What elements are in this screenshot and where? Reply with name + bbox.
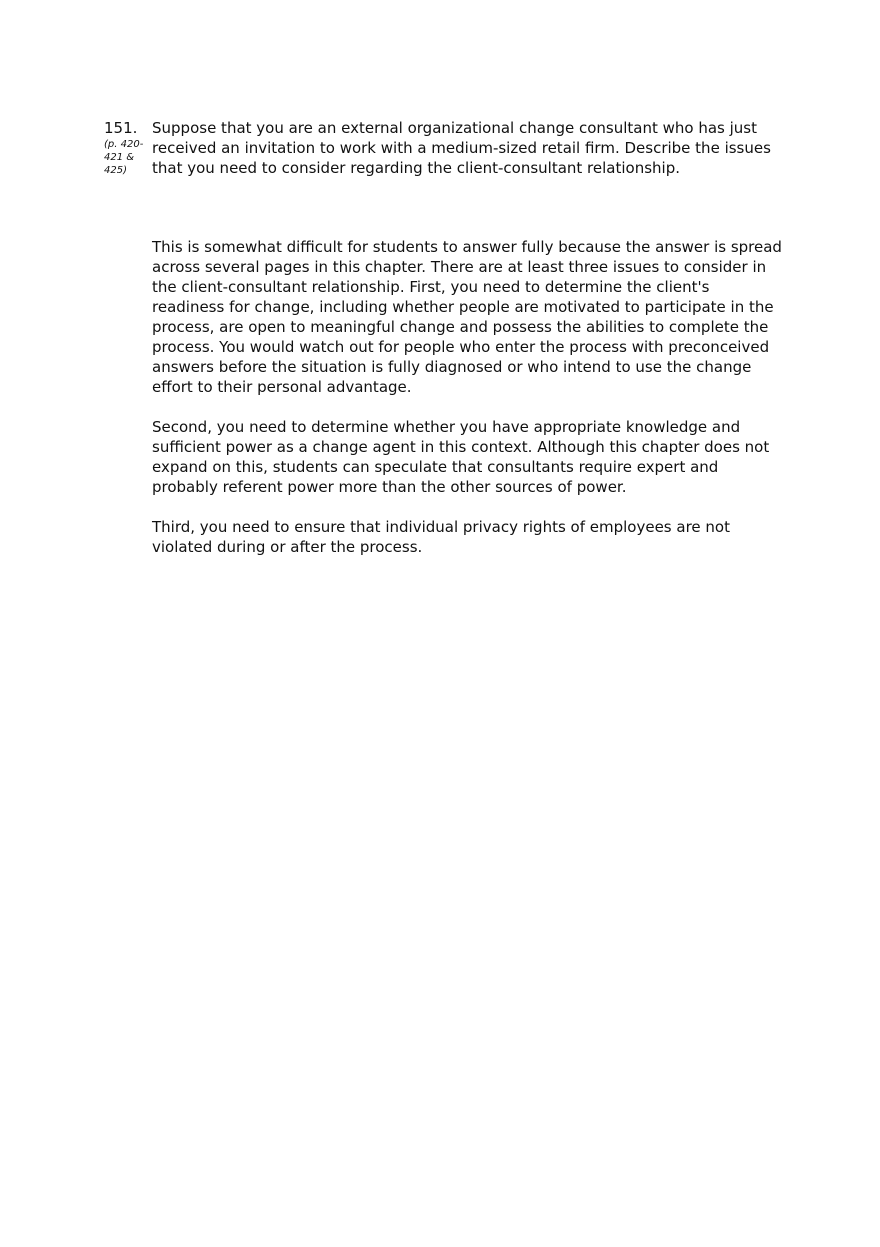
question-text: Suppose that you are an external organizational change consultant who has just received an invitation to work with a medium-sized retail firm. Describe the issues that you need to consider regarding the client-consultant relationship.	[152, 119, 771, 177]
answer-paragraph-2: Second, you need to determine whether you have appropriate knowledge and sufficient power as a change agent in this context. Although this chapter does not expand on this, students can speculate that consultants require expert and probably referent power more than the other sources of power.	[152, 418, 770, 496]
page-reference: (p. 420-421 & 425)	[104, 139, 144, 176]
answer-paragraph-3: Third, you need to ensure that individual privacy rights of employees are not violated during or after the process.	[152, 518, 730, 556]
question-margin	[104, 118, 150, 177]
answer-paragraph-1: This is somewhat difficult for students to answer fully because the answer is spread across several pages in this chapter. There are at least three issues to consider in the client-consultant relationship. First, you need to determine the client's readiness for change, including whether people are motivated to participate in the process, are open to meaningful change and possess the abilities to complete the process. You would watch out for people who enter the process with preconceived answers before the situation is fully diagnosed or who intend to use the change effort to their personal advantage.	[152, 238, 782, 396]
question-number: 151.	[104, 119, 138, 137]
answer-block	[152, 237, 784, 577]
